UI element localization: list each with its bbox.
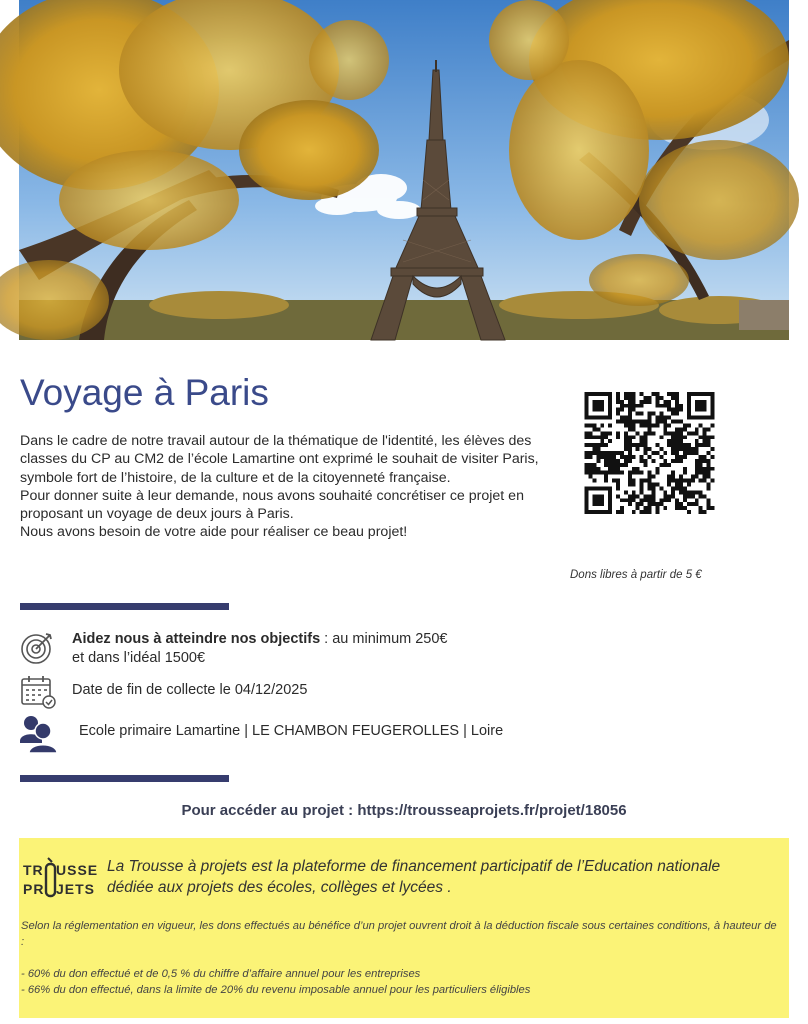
info-band (19, 838, 789, 1018)
eiffel-tower-photo (19, 0, 789, 340)
deadline-row (20, 674, 307, 710)
qr-code[interactable] (584, 392, 715, 514)
calendar-icon (20, 674, 56, 710)
divider (20, 603, 229, 610)
school-row (20, 713, 503, 749)
intro-paragraph: Nous avons besoin de votre aide pour réaliser ce beau projet! (20, 524, 408, 541)
intro-paragraph: Dans le cadre de notre travail autour de la thématique de l'identité, les élèves des classes du CP au CM2 de l’école Lamartine ont exprimé le souhait de visiter Paris, symbole fort de l’histoire, de la culture et de la citoyenneté française. (20, 433, 539, 486)
deadline-text: Date de fin de collecte le 04/12/2025 (72, 682, 308, 698)
objectives-minimum: : au minimum 250€ (320, 631, 448, 647)
objectives-ideal: et dans l’idéal 1500€ (72, 650, 206, 666)
school-text: Ecole primaire Lamartine | LE CHAMBON FEUGEROLLES | Loire (79, 723, 504, 739)
objectives-heading: Aidez nous à atteindre nos objectifs (72, 631, 321, 647)
platform-line: dédiée aux projets des écoles, collèges et lycées . (107, 879, 452, 896)
platform-description (107, 856, 787, 898)
svg-text:JETS: JETS (56, 881, 96, 897)
people-icon (20, 713, 56, 749)
intro-text (20, 432, 565, 542)
target-icon (20, 630, 56, 666)
trousse-a-projets-logo (22, 856, 99, 900)
page-title: Voyage à Paris (20, 372, 269, 413)
project-link[interactable]: Pour accéder au projet : https://trousseaprojets.fr/projet/18056 (181, 802, 627, 819)
tax-info (21, 918, 781, 998)
intro-paragraph: Pour donner suite à leur demande, nous avons souhaité concrétiser ce projet en proposant un voyage de deux jours à Paris. (20, 487, 524, 523)
tax-bullet: - 60% du don effectué et de 0,5 % du chiffre d’affaire annuel pour les entreprises (21, 968, 421, 980)
objectives-row (20, 630, 448, 668)
divider (20, 775, 229, 782)
tax-paragraph: Selon la réglementation en vigueur, les dons effectués au bénéfice d’un projet ouvrent droit à la déduction fiscale sous certaines conditions, à hauteur de : (21, 920, 777, 948)
tax-bullet: - 66% du don effectué, dans la limite de 20% du revenu imposable annuel pour les particuliers éligibles (21, 984, 531, 996)
svg-text:TR: TR (23, 862, 44, 878)
svg-text:USSE: USSE (56, 862, 99, 878)
svg-text:PR: PR (23, 881, 45, 897)
platform-line: La Trousse à projets est la plateforme de financement participatif de l’Education nationale (107, 858, 721, 875)
donation-note: Dons libres à partir de 5 € (570, 569, 702, 581)
hero-photo (19, 0, 789, 340)
